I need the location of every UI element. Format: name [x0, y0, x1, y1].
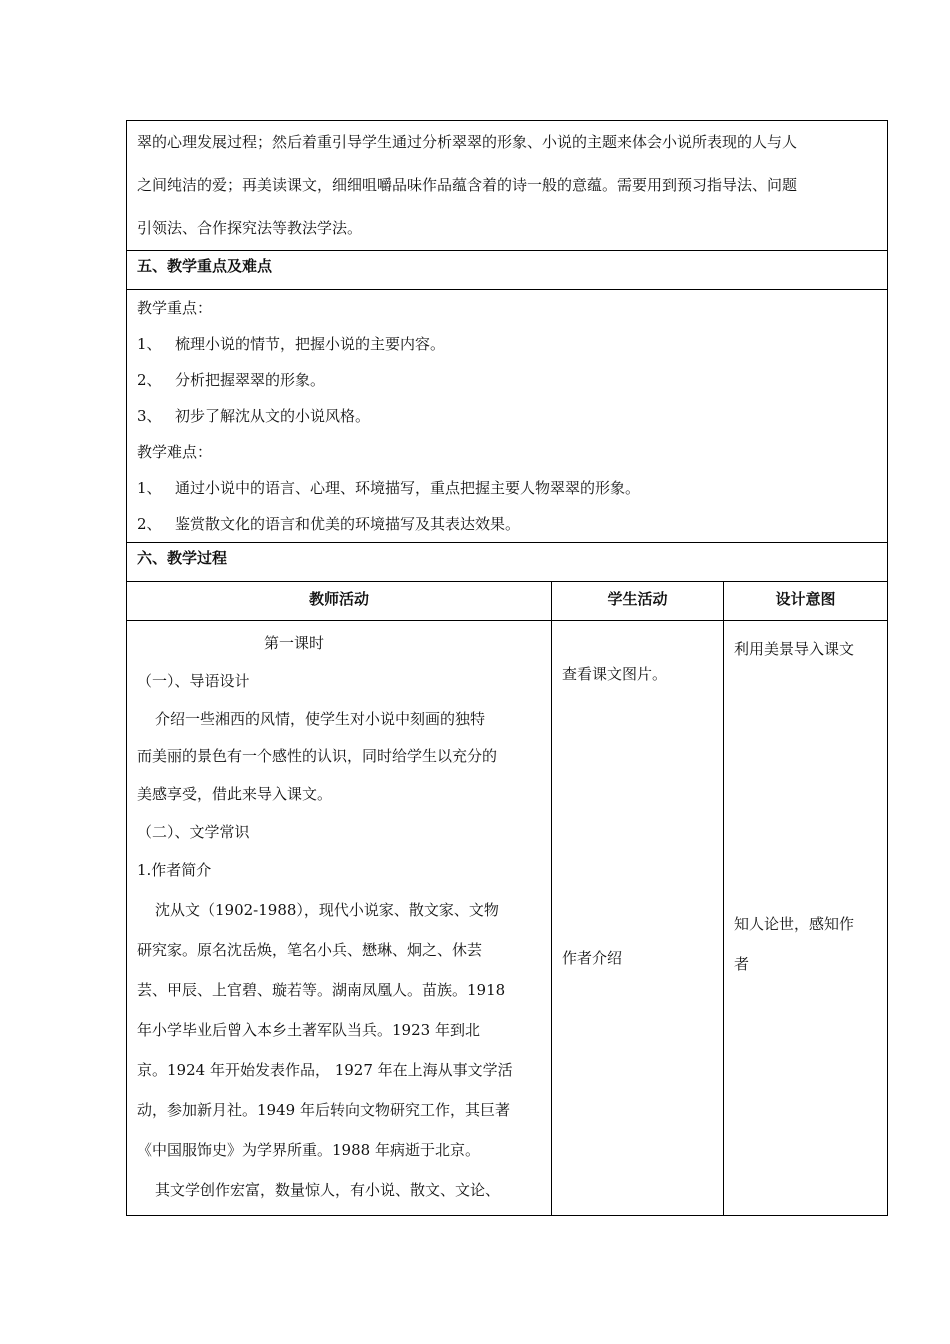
key-points-label: 教学重点： — [137, 299, 213, 317]
paragraph-line: 芸、甲辰、上官碧、璇若等。湖南凤凰人。苗族。1918 — [137, 980, 506, 999]
design-intent-cell — [724, 621, 888, 1216]
column-header-row — [127, 582, 888, 621]
paragraph-line: 而美丽的景色有一个感性的认识，同时给学生以充分的 — [137, 747, 498, 766]
intro-row — [127, 121, 888, 251]
section6-heading-row — [127, 543, 888, 582]
design-intent-1: 利用美景导入课文 — [734, 640, 855, 658]
paragraph-line: 年小学毕业后曾入本乡土著军队当兵。1923 年到北 — [137, 1020, 480, 1039]
subheading: （一）、导语设计 — [137, 671, 250, 690]
paragraph-line: 沈从文（1902-1988），现代小说家、散文家、文物 — [155, 900, 499, 919]
subheading: 1.作者简介 — [137, 860, 212, 879]
paragraph-line: 研究家。原名沈岳焕，笔名小兵、懋琳、炯之、休芸 — [137, 940, 483, 959]
section5-body — [127, 290, 888, 543]
section5-body-row — [127, 290, 888, 543]
section5-heading: 五、教学重点及难点 — [127, 251, 888, 290]
subheading: （二）、文学常识 — [137, 822, 250, 841]
intro-cell — [127, 121, 888, 251]
paragraph-line: 美感享受，借此来导入课文。 — [137, 785, 333, 804]
student-activity-1: 查看课文图片。 — [562, 665, 668, 683]
paragraph-line: 《中国服饰史》为学界所重。1988 年病逝于北京。 — [137, 1140, 480, 1159]
paragraph-line: 动，参加新月社。1949 年后转向文物研究工作，其巨著 — [137, 1100, 510, 1119]
paragraph-line: 介绍一些湘西的风情，使学生对小说中刻画的独特 — [155, 709, 486, 728]
section5-heading-row — [127, 251, 888, 290]
lesson-title: 第一课时 — [263, 634, 324, 652]
student-activity-cell — [552, 621, 724, 1216]
teacher-activity-cell — [127, 621, 552, 1216]
list-item: 2、 鉴赏散文化的语言和优美的环境描写及其表达效果。 — [137, 515, 521, 533]
section6-heading: 六、教学过程 — [127, 543, 888, 582]
design-intent-2-line2: 者 — [734, 955, 750, 973]
intro-line: 之间纯洁的爱；再美读课文，细细咀嚼品味作品蕴含着的诗一般的意蕴。需要用到预习指导法、问题 — [137, 176, 798, 194]
paragraph-line: 京。1924 年开始发表作品， 1927 年在上海从事文学活 — [137, 1060, 513, 1079]
column-header-student: 学生活动 — [552, 582, 724, 621]
design-intent-2-line1: 知人论世，感知作 — [734, 915, 855, 933]
intro-line: 翠的心理发展过程；然后着重引导学生通过分析翠翠的形象、小说的主题来体会小说所表现的人与人 — [137, 133, 798, 151]
student-activity-2: 作者介绍 — [562, 949, 623, 967]
paragraph-line: 其文学创作宏富，数量惊人，有小说、散文、文论、 — [155, 1180, 501, 1199]
list-item: 1、 通过小说中的语言、心理、环境描写，重点把握主要人物翠翠的形象。 — [137, 479, 641, 497]
list-item: 2、 分析把握翠翠的形象。 — [137, 371, 326, 389]
column-header-teacher: 教师活动 — [127, 582, 552, 621]
difficult-points-label: 教学难点： — [137, 443, 213, 461]
column-header-design: 设计意图 — [724, 582, 888, 621]
list-item: 3、 初步了解沈从文的小说风格。 — [137, 407, 371, 425]
process-body-row — [127, 621, 888, 1216]
intro-line: 引领法、合作探究法等教法学法。 — [137, 219, 363, 237]
list-item: 1、 梳理小说的情节，把握小说的主要内容。 — [137, 335, 446, 353]
lesson-plan-table — [126, 120, 888, 1216]
